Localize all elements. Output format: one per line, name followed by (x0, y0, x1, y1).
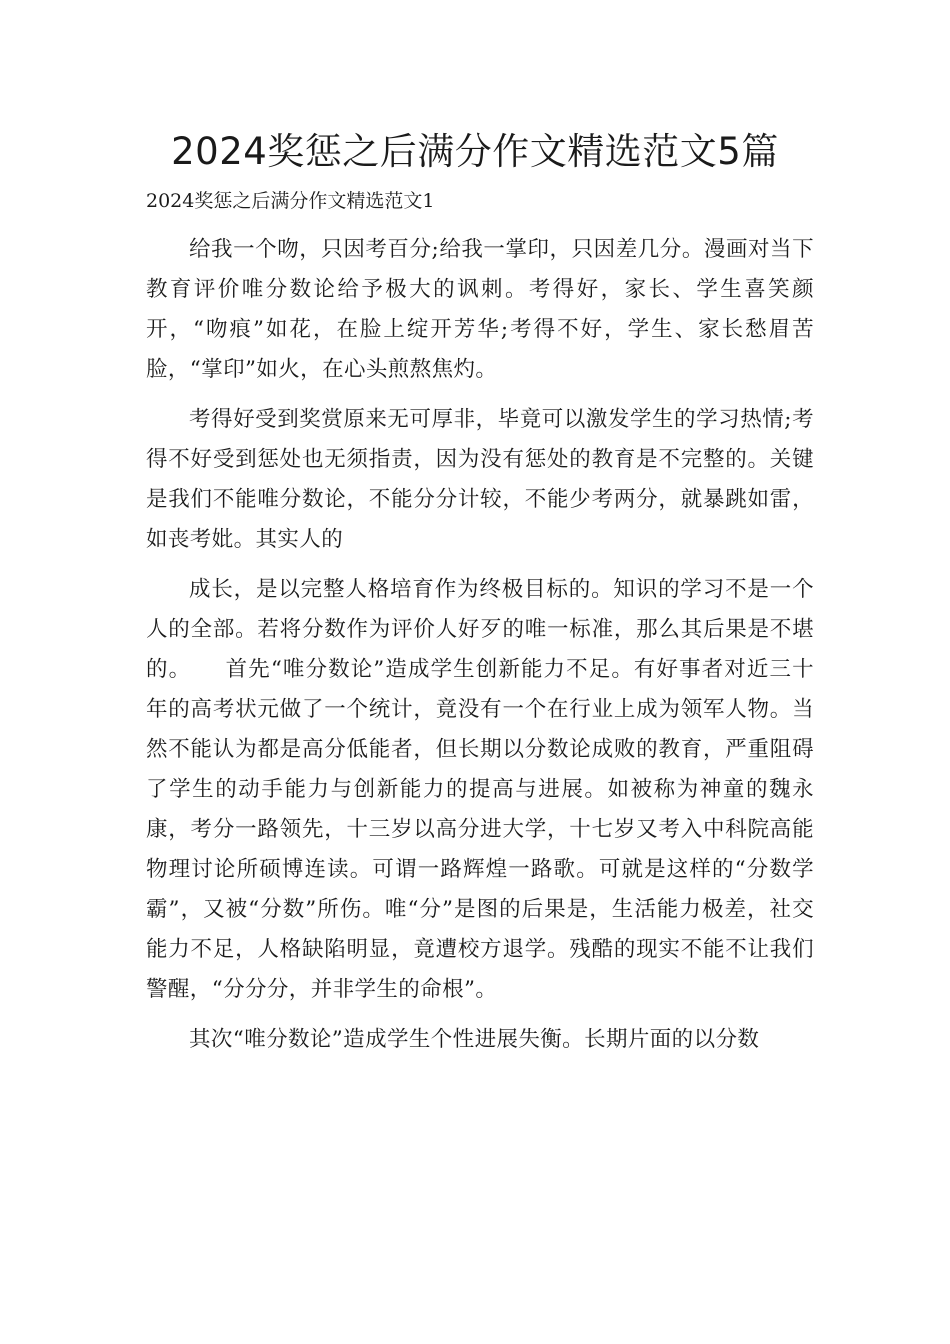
paragraph: 成长，是以完整人格培育作为终极目标的。知识的学习不是一个人的全部。若将分数作为评价人好歹的唯一标准，那么其后果是不堪的。 首先“唯分数论”造成学生创新能力不足。有好事者对近三十年的高考状元做了一个统计，竟没有一个在行业上成为领军人物。当然不能认为都是高分低能者，但长期以分数论成败的教育，严重阻碍了学生的动手能力与创新能力的提高与进展。如被称为神童的魏永康，考分一路领先，十三岁以高分进大学，十七岁又考入中科院高能物理讨论所硕博连读。可谓一路辉煌一路歌。可就是这样的“分数学霸”，又被“分数”所伤。唯“分”是图的后果是，生活能力极差，社交能力不足，人格缺陷明显，竟遭校方退学。残酷的现实不能不让我们警醒，“分分分，并非学生的命根”。 (146, 577, 814, 1002)
paragraph: 考得好受到奖赏原来无可厚非，毕竟可以激发学生的学习热情;考得不好受到惩处也无须指责，因为没有惩处的教育是不完整的。关键是我们不能唯分数论，不能分分计较，不能少考两分，就暴跳如雷，如丧考妣。其实人的 (146, 407, 814, 552)
paragraph: 其次“唯分数论”造成学生个性进展失衡。长期片面的以分数 (189, 1027, 760, 1052)
document-body (146, 230, 814, 1060)
document-title: 2024奖惩之后满分作文精选范文5篇 (171, 130, 779, 173)
section-heading: 2024奖惩之后满分作文精选范文1 (146, 190, 435, 212)
paragraph: 给我一个吻，只因考百分;给我一掌印，只因差几分。漫画对当下教育评价唯分数论给予极大的讽刺。考得好，家长、学生喜笑颜开，“吻痕”如花，在脸上绽开芳华;考得不好，学生、家长愁眉苦脸，“掌印”如火，在心头煎熬焦灼。 (146, 237, 814, 382)
